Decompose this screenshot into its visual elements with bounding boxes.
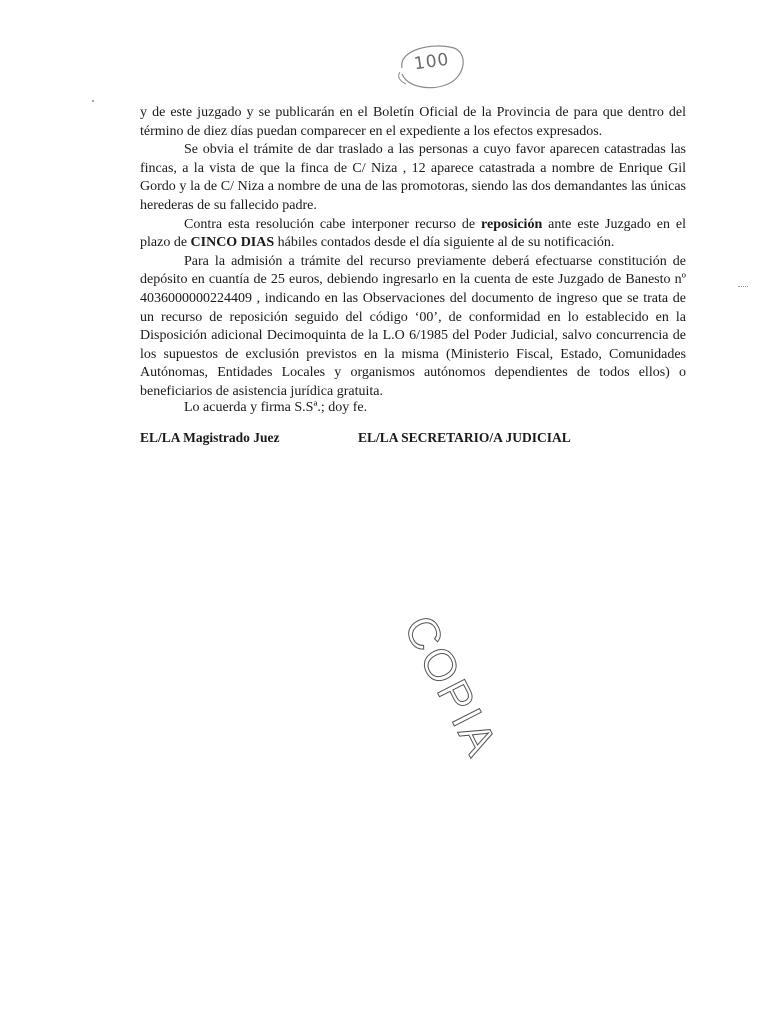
paragraph-2: Se obvia el trámite de dar traslado a las personas a cuyo favor aparecen catastradas las fincas, a la vista de que la finca de C/ Niza , 12 aparece catastrada a nombre de Enrique Gil Gordo y la de C/ Niza a nombre de una de las promotoras, siendo las dos demandantes las únicas herederas de su fallecido padre. — [140, 142, 686, 213]
stamp-number: 100 — [412, 49, 451, 75]
resolution-body — [140, 104, 686, 402]
closing-line: Lo acuerda y firma S.Sª.; doy fe. — [184, 400, 368, 415]
signature-secretario: EL/LA SECRETARIO/A JUDICIAL — [358, 430, 571, 445]
scan-speck — [92, 100, 94, 102]
page-number-stamp — [392, 38, 470, 94]
recurso-type: reposición — [481, 216, 543, 232]
paragraph-3 — [140, 216, 686, 253]
scan-mark — [738, 286, 748, 288]
copia-watermark: COPIA — [394, 608, 507, 766]
paragraph-4: Para la admisión a trámite del recurso previamente deberá efectuarse constitución de depósito en cuantía de 25 euros, debiendo ingresarlo en la cuenta de este Juzgado de Banesto nº 4036000000224409 , indicando en las Observaciones del documento de ingreso que se trata de un recurso de reposición seguido del código ‘00’, de conformidad en lo establecido en la Disposición adicional Decimoquinta de la L.O 6/1985 del Poder Judicial, salvo concurrencia de los supuestos de exclusión previstos en la misma (Ministerio Fiscal, Estado, Comunidades Autónomas, Entidades Locales y organismos autónomos dependientes de todos ellos) o beneficiarios de asistencia jurídica gratuita. — [140, 253, 686, 399]
paragraph-1: y de este juzgado y se publicarán en el Boletín Oficial de la Provincia de para que dentro del término de diez días puedan comparecer en el expediente a los efectos expresados. — [140, 105, 686, 139]
paragraph-3-text-b: ante este Juzgado en el plazo de — [140, 216, 686, 251]
paragraph-3-text-a: Contra esta resolución cabe interponer recurso de — [184, 216, 482, 232]
signature-magistrado: EL/LA Magistrado Juez — [140, 430, 280, 445]
plazo-days: CINCO DIAS — [190, 235, 275, 251]
paragraph-3-text-c: hábiles contados desde el día siguiente al de su notificación. — [274, 235, 615, 251]
